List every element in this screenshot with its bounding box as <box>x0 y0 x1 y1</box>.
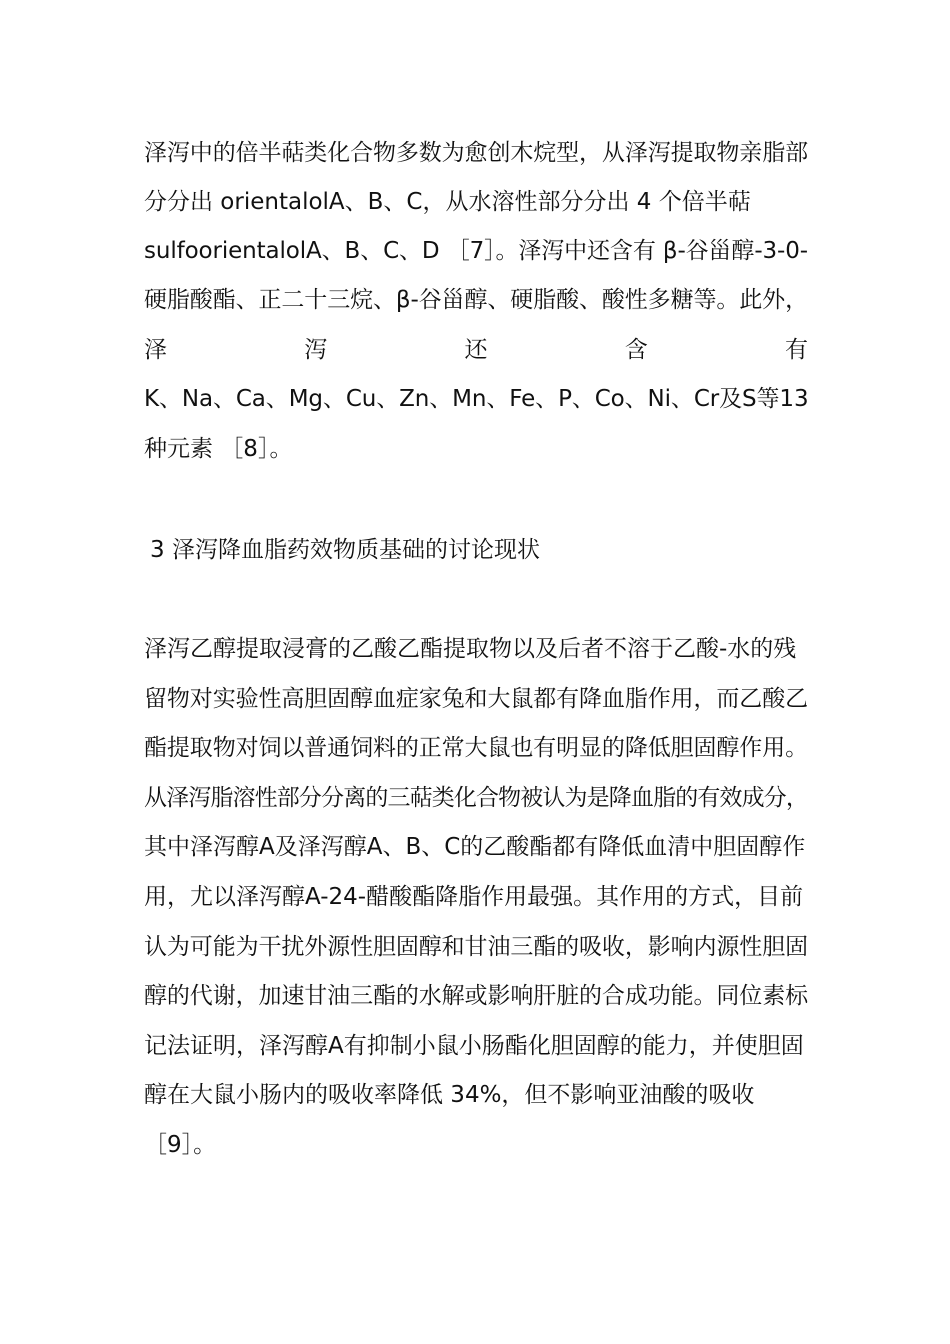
text-line: 醇的代谢，加速甘油三酯的水解或影响肝脏的合成功能。同位素标 <box>144 983 809 1009</box>
text-line: 用，尤以泽泻醇A-24-醋酸酯降脂作用最强。其作用的方式，目前 <box>144 884 804 910</box>
spread-text-line <box>144 335 808 365</box>
text-line: 酯提取物对饲以普通饲料的正常大鼠也有明显的降低胆固醇作用。 <box>144 735 809 761</box>
section-heading: 3 泽泻降血脂药效物质基础的讨论现状 <box>150 537 540 563</box>
spread-char: 有 <box>785 337 808 363</box>
text-line: 留物对实验性高胆固醇血症家兔和大鼠都有降血脂作用，而乙酸乙 <box>144 686 809 712</box>
text-line: 其中泽泻醇A及泽泻醇A、B、C的乙酸酯都有降低血清中胆固醇作 <box>144 834 806 860</box>
text-line: 认为可能为干扰外源性胆固醇和甘油三酯的吸收，影响内源性胆固 <box>144 934 809 960</box>
text-line: sulfoorientalolA、B、C、D ［7］。泽泻中还含有 β-谷甾醇-3-0- <box>144 238 808 264</box>
text-line: 从泽泻脂溶性部分分离的三萜类化合物被认为是降血脂的有效成分， <box>144 785 809 811</box>
text-line: K、Na、Ca、Mg、Cu、Zn、Mn、Fe、P、Co、Ni、Cr及S等13 <box>144 386 809 412</box>
text-line: 种元素 ［8］。 <box>144 436 293 462</box>
text-line: 分分出 orientalolA、B、C，从水溶性部分分出 4 个倍半萜 <box>144 189 751 215</box>
spread-char: 含 <box>624 337 648 363</box>
spread-char: 泽 <box>144 337 167 363</box>
text-line: 泽泻乙醇提取浸膏的乙酸乙酯提取物以及后者不溶于乙酸-水的残 <box>144 636 797 662</box>
text-line: ［9］。 <box>144 1132 217 1158</box>
text-line: 泽泻中的倍半萜类化合物多数为愈创木烷型，从泽泻提取物亲脂部 <box>144 140 809 166</box>
text-line: 硬脂酸酯、正二十三烷、β-谷甾醇、硬脂酸、酸性多糖等。此外， <box>144 287 808 313</box>
text-line: 记法证明，泽泻醇A有抑制小鼠小肠酯化胆固醇的能力，并使胆固 <box>144 1033 804 1059</box>
spread-char: 泻 <box>304 337 328 363</box>
spread-char: 还 <box>464 337 488 363</box>
text-line: 醇在大鼠小肠内的吸收率降低 34%，但不影响亚油酸的吸收 <box>144 1082 755 1108</box>
